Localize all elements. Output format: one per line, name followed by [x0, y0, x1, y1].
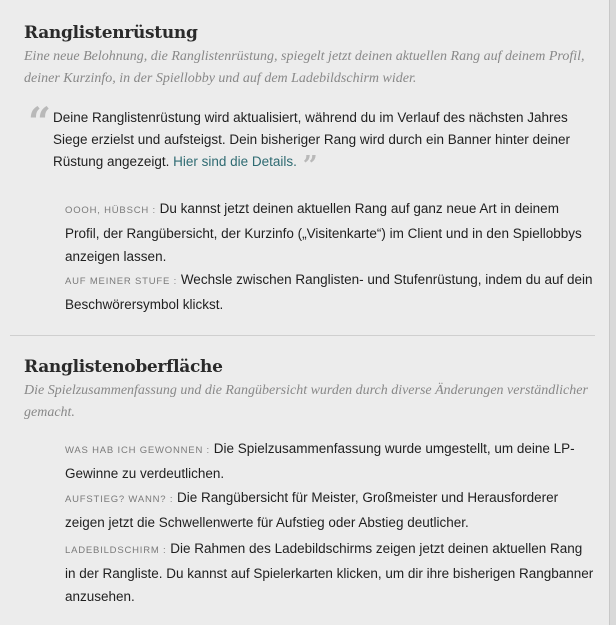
- section-title: Ranglistenoberfläche: [24, 357, 223, 377]
- list-item: [65, 197, 595, 268]
- section-ranked-armor: [24, 22, 594, 90]
- item-text: Die Rahmen des Ladebildschirms zeigen jetzt deinen aktuellen Rang in der Rangliste. Du kannst auf Spielerkarten klicken, um dir ihre bisherigen Rangbanner anzusehen.: [65, 541, 594, 604]
- item-label: OOOH, HÜBSCH :: [65, 205, 156, 216]
- list-item: [65, 486, 595, 534]
- item-label: LADEBILDSCHIRM :: [65, 545, 167, 556]
- item-text: Die Rangübersicht für Meister, Großmeister und Herausforderer zeigen jetzt die Schwellenwerte für Aufstieg oder Abstieg deutlicher.: [65, 490, 559, 530]
- item-label: AUFSTIEG? WANN? :: [65, 494, 174, 505]
- item-label: AUF MEINER STUFE :: [65, 276, 178, 287]
- section-divider: [10, 335, 595, 336]
- item-text: Wechsle zwischen Ranglisten- und Stufenrüstung, indem du auf dein Beschwörersymbol klickst.: [65, 272, 593, 312]
- list-item: [65, 268, 595, 316]
- details-link[interactable]: Hier sind die Details.: [173, 154, 297, 169]
- open-quote-icon: “: [28, 99, 52, 146]
- section-subtitle: Die Spielzusammenfassung und die Rangübersicht wurden durch diverse Änderungen verständlicher gemacht.: [24, 383, 588, 420]
- scrollbar-track[interactable]: [609, 0, 616, 625]
- item-text: Du kannst jetzt deinen aktuellen Rang auf ganz neue Art in deinem Profil, der Rangübersicht, der Kurzinfo („Visitenkarte“) im Client und in den Spiellobbys anzeigen lassen.: [65, 201, 582, 264]
- section-subtitle: Eine neue Belohnung, die Ranglistenrüstung, spiegelt jetzt deinen aktuellen Rang auf deinem Profil, deiner Kurzinfo, in der Spiellobby und auf dem Ladebildschirm wider.: [24, 49, 585, 86]
- list-item: [65, 437, 595, 485]
- close-quote-icon: ”: [302, 151, 318, 181]
- item-text: Die Spielzusammenfassung wurde umgestellt, um deine LP-Gewinne zu verdeutlichen.: [65, 441, 575, 481]
- item-label: WAS HAB ICH GEWONNEN :: [65, 445, 210, 456]
- section-title: Ranglistenrüstung: [24, 23, 198, 43]
- highlight-quote: [28, 99, 588, 181]
- section-ranked-ui: [24, 356, 594, 424]
- list-item: [65, 537, 595, 608]
- quote-body: Deine Ranglistenrüstung wird aktualisiert, während du im Verlauf des nächsten Jahres Siege erzielst und aufsteigst. Dein bisheriger Rang wird durch ein Banner hinter deiner Rüstung angezeigt.: [53, 110, 571, 169]
- quote-text: [53, 107, 588, 181]
